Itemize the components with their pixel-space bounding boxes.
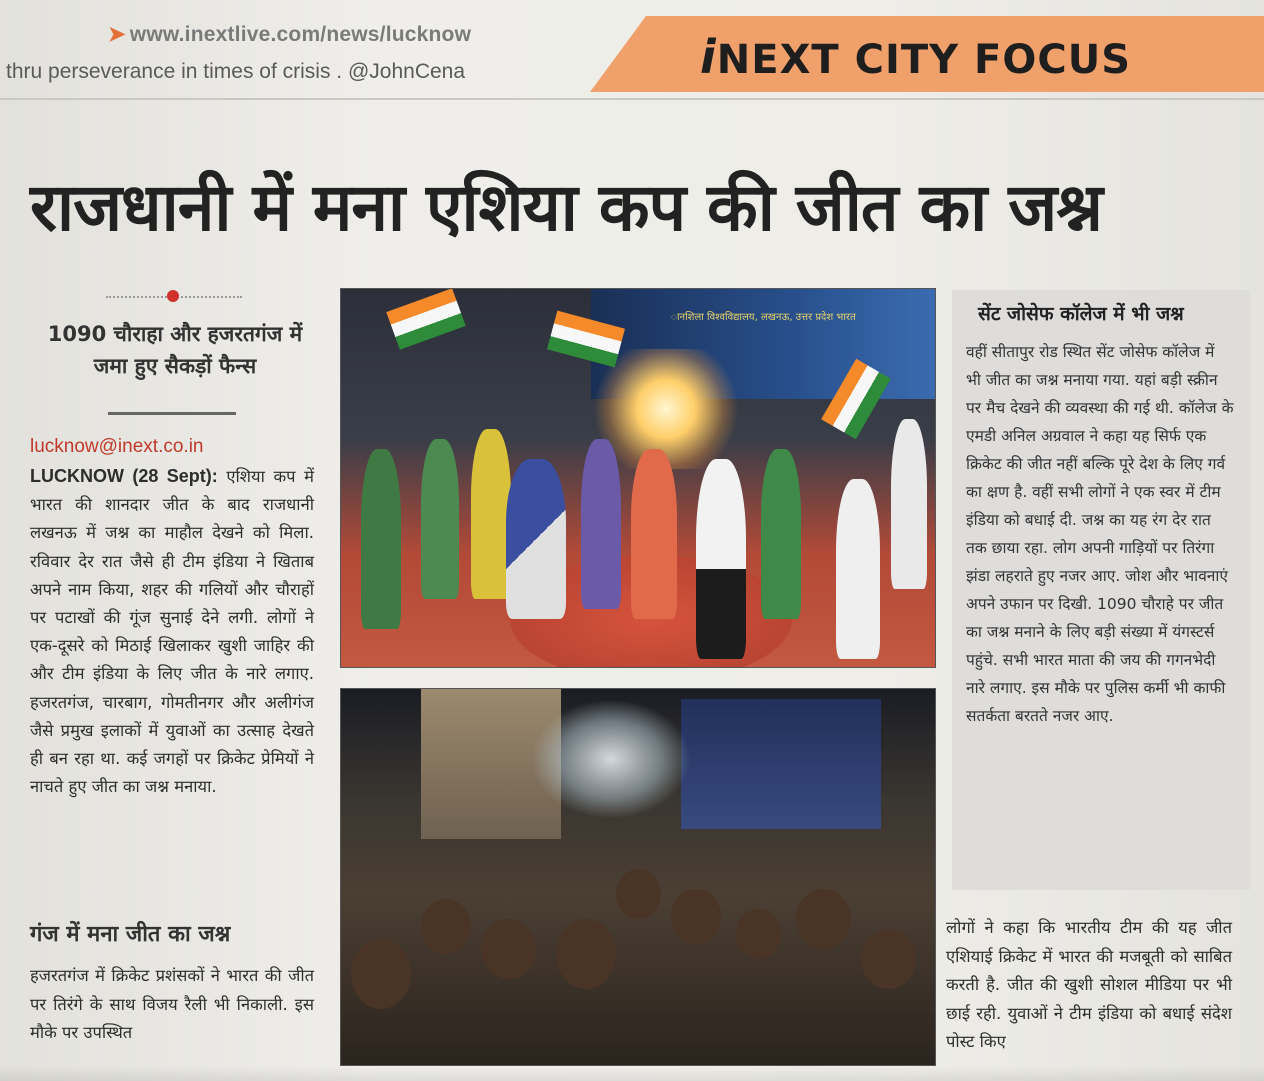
dancer-figure [581,439,621,609]
website-url [108,22,471,47]
headline: राजधानी में मना एशिया कप की जीत का जश्न [30,169,1102,246]
quote-ticker: thru perseverance in times of crisis . @JohnCena [6,60,466,83]
billboard-screen [681,699,881,829]
celebration-photo-crowd [340,688,936,1066]
arrow-icon: ➤ [108,23,126,46]
celebration-photo-stage [340,288,936,668]
reporter-email: lucknow@inext.co.in [30,436,204,457]
dancer-figure [836,479,880,659]
sidebar-body: वहीं सीतापुर रोड स्थित सेंट जोसेफ कॉलेज में भी जीत का जश्न मनाया गया. यहां बड़ी स्क्रीन पर मैच देखने की व्यवस्था की गई थी. कॉलेज के एमडी अनिल अग्रवाल ने कहा यह सिर्फ एक क्रिकेट की जीत नहीं बल्कि पूरे देश के लिए गर्व का क्षण है. वहीं सभी लोगों ने एक स्वर में टीम इंडिया को बधाई दी. जश्न का यह रंग देर रात तक छाया रहा. लोग अपनी गाड़ियों पर तिरंगा झंडा लहराते हुए नजर आए. जोश और भावनाएं अपने उफान पर दिखी. 1090 चौराहे पर जीत का जश्न मनाने के लिए बड़ी संख्या में यंगस्टर्स पहुंचे. सभी भारत माता की जय की गगनभेदी नारे लगाए. इस मौके पर पुलिस कर्मी भी काफी सतर्कता बरतते नजर आए. [966,343,1234,725]
red-dot-ornament [167,290,179,302]
crowd-face [861,929,916,989]
crowd-face [796,889,851,949]
section-title [700,30,1131,84]
crowd-face [736,909,781,959]
dancer-figure [631,449,677,619]
brand-i: i [700,30,717,84]
dancer-figure [891,419,927,589]
page-bottom-edge [0,1066,1264,1081]
deck-divider [108,412,236,415]
dancer-figure [506,459,566,619]
colored-smoke [531,699,691,819]
crowd-face [481,919,536,979]
dancer-figure [696,459,746,659]
section-title-text: NEXT CITY FOCUS [716,37,1132,83]
article-body [30,462,314,801]
url-text: www.inextlive.com/news/lucknow [129,23,472,46]
crowd-face [616,869,661,919]
article-body-right: लोगों ने कहा कि भारतीय टीम की यह जीत एशियाई क्रिकेट में भारत की मजबूती को साबित करती है. जीत की खुशी सोशल मीडिया पर भी छाई रही. युवाओं ने टीम इंडिया को बधाई संदेश पोस्ट किए [946,918,1232,1051]
dancer-figure [471,429,511,599]
crowd-face [671,889,721,944]
header-divider [0,98,1264,100]
crowd-face [351,939,411,1009]
subhead-ganj: गंज में मना जीत का जश्न [30,922,231,947]
dancer-figure [421,439,459,599]
crowd-face [556,919,616,989]
article-body-continued: हजरतगंज में क्रिकेट प्रशंसकों ने भारत की जीत पर तिरंगे के साथ विजय रैली भी निकाली. इस मौके पर उपस्थित [30,966,314,1042]
article-body-text: एशिया कप में भारत की शानदार जीत के बाद राजधानी लखनऊ में जश्न का माहौल देखने को मिला. रविवार देर रात जैसे ही टीम इंडिया ने खिताब अपने नाम किया, शहर की गलियों और चौराहों पर पटाखों की गूंज सुनाई देने लगी. लोगों ने एक-दूसरे को मिठाई खिलाकर खुशी जाहिर की और टीम इंडिया के लिए जीत के नारे लगाए. हजरतगंज, चारबाग, गोमतीनगर और अलीगंज जैसे प्रमुख इलाकों में युवाओं का उत्साह देखते ही बन रहा था. कई जगहों पर क्रिकेट प्रेमियों ने नाचते हुए जीत का जश्न मनाया. [30,467,314,797]
dateline: LUCKNOW (28 Sept): [30,466,218,486]
crowd-face [421,899,471,954]
deck-subheadline: 1090 चौराहा और हजरतगंज में जमा हुए सैकड़ों फैन्स [47,322,303,378]
sidebar-title: सेंट जोसेफ कॉलेज में भी जश्न [978,303,1184,325]
dancer-figure [761,449,801,619]
dancer-figure [361,449,401,629]
stage-banner-text: ानशिला विश्वविद्यालय, लखनऊ, उत्तर प्रदेश भारत [671,312,856,323]
flag-icon [386,288,465,350]
